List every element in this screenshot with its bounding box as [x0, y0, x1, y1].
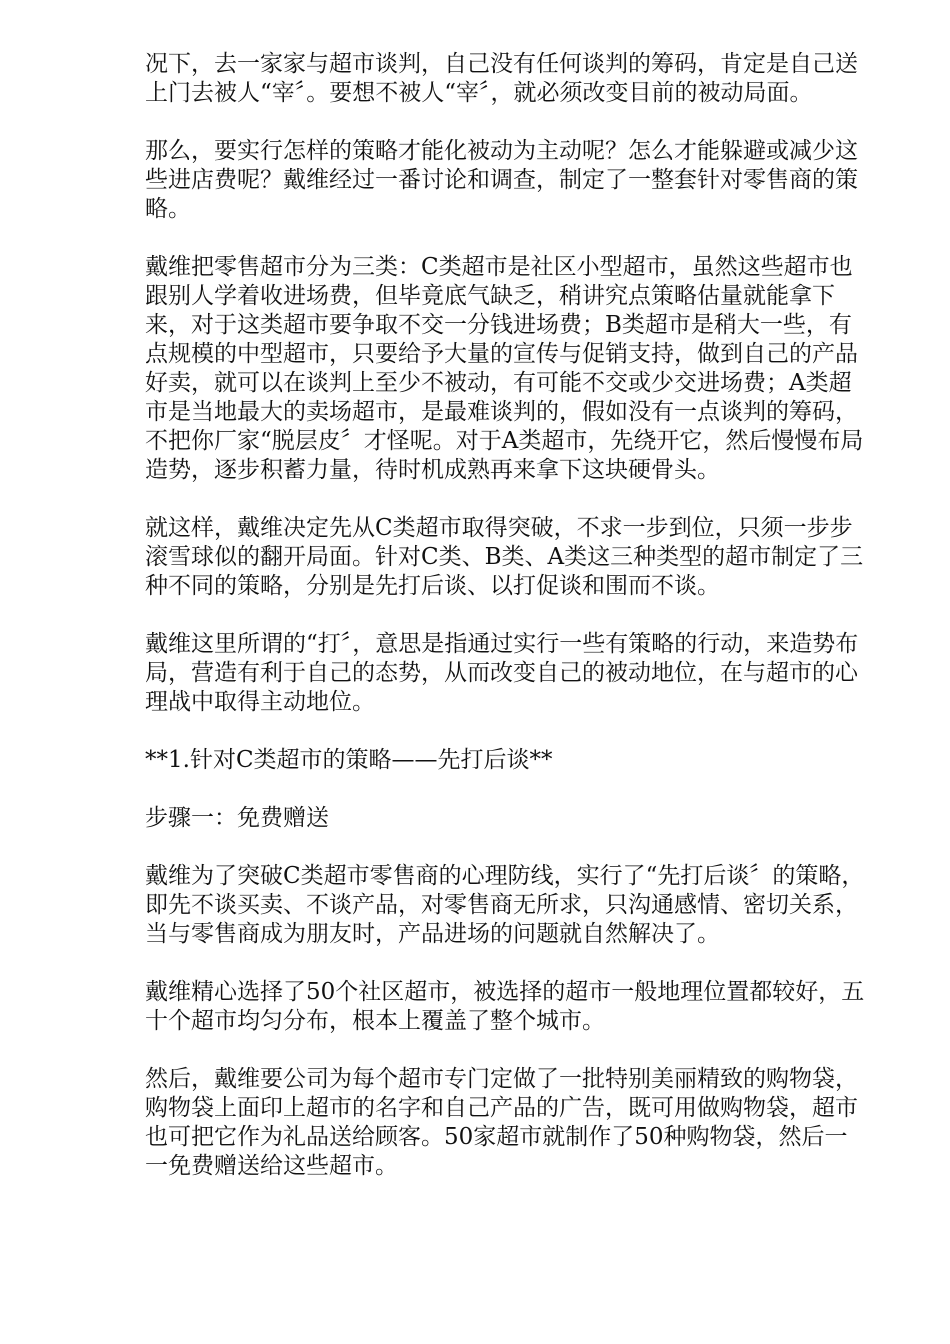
paragraph-3: 戴维把零售超市分为三类：C类超市是社区小型超市，虽然这些超市也跟别人学着收进场费，但毕竟底气缺乏，稍讲究点策略估量就能拿下来，对于这类超市要争取不交一分钱进场费；B类超市是稍大一些，有点规模的中型超市，只要给予大量的宣传与促销支持，做到自己的产品好卖，就可以在谈判上至少不被动，有可能不交或少交进场费；A类超市是当地最大的卖场超市，是最难谈判的，假如没有一点谈判的筹码，不把你厂家“脱层皮〞才怪呢。对于A类超市，先绕开它，然后慢慢布局造势，逐步积蓄力量，待时机成熟再来拿下这块硬骨头。 [145, 254, 864, 483]
paragraph-6: 戴维为了突破C类超市零售商的心理防线，实行了“先打后谈〞的策略，即先不谈买卖、不谈产品，对零售商无所求，只沟通感情、密切关系，当与零售商成为朋友时，产品进场的问题就自然解决了。 [145, 863, 865, 947]
section-heading: **1.针对C类超市的策略——先打后谈** [145, 747, 553, 773]
paragraph-7: 戴维精心选择了50个社区超市，被选择的超市一般地理位置都较好，五十个超市均匀分布，根本上覆盖了整个城市。 [145, 979, 865, 1034]
paragraph-8: 然后，戴维要公司为每个超市专门定做了一批特别美丽精致的购物袋，购物袋上面印上超市的名字和自己产品的广告，既可用做购物袋，超市也可把它作为礼品送给顾客。50家超市就制作了50种购物袋，然后一一免费赠送给这些超市。 [145, 1066, 858, 1179]
paragraph-1: 况下，去一家家与超市谈判，自己没有任何谈判的筹码，肯定是自己送上门去被人“宰〞。要想不被人“宰〞，就必须改变目前的被动局面。 [145, 51, 858, 106]
paragraph-4: 就这样，戴维决定先从C类超市取得突破，不求一步到位，只须一步步滚雪球似的翻开局面。针对C类、B类、A类这三种类型的超市制定了三种不同的策略，分别是先打后谈、以打促谈和围而不谈。 [145, 515, 864, 599]
step-heading: 步骤一：免费赠送 [145, 805, 329, 831]
paragraph-2: 那么，要实行怎样的策略才能化被动为主动呢？怎么才能躲避或减少这些进店费呢？戴维经过一番讨论和调查，制定了一整套针对零售商的策略。 [145, 138, 858, 222]
document-page [145, 50, 865, 1210]
paragraph-5: 戴维这里所谓的“打〞，意思是指通过实行一些有策略的行动，来造势布局，营造有利于自己的态势，从而改变自己的被动地位，在与超市的心理战中取得主动地位。 [145, 631, 859, 715]
